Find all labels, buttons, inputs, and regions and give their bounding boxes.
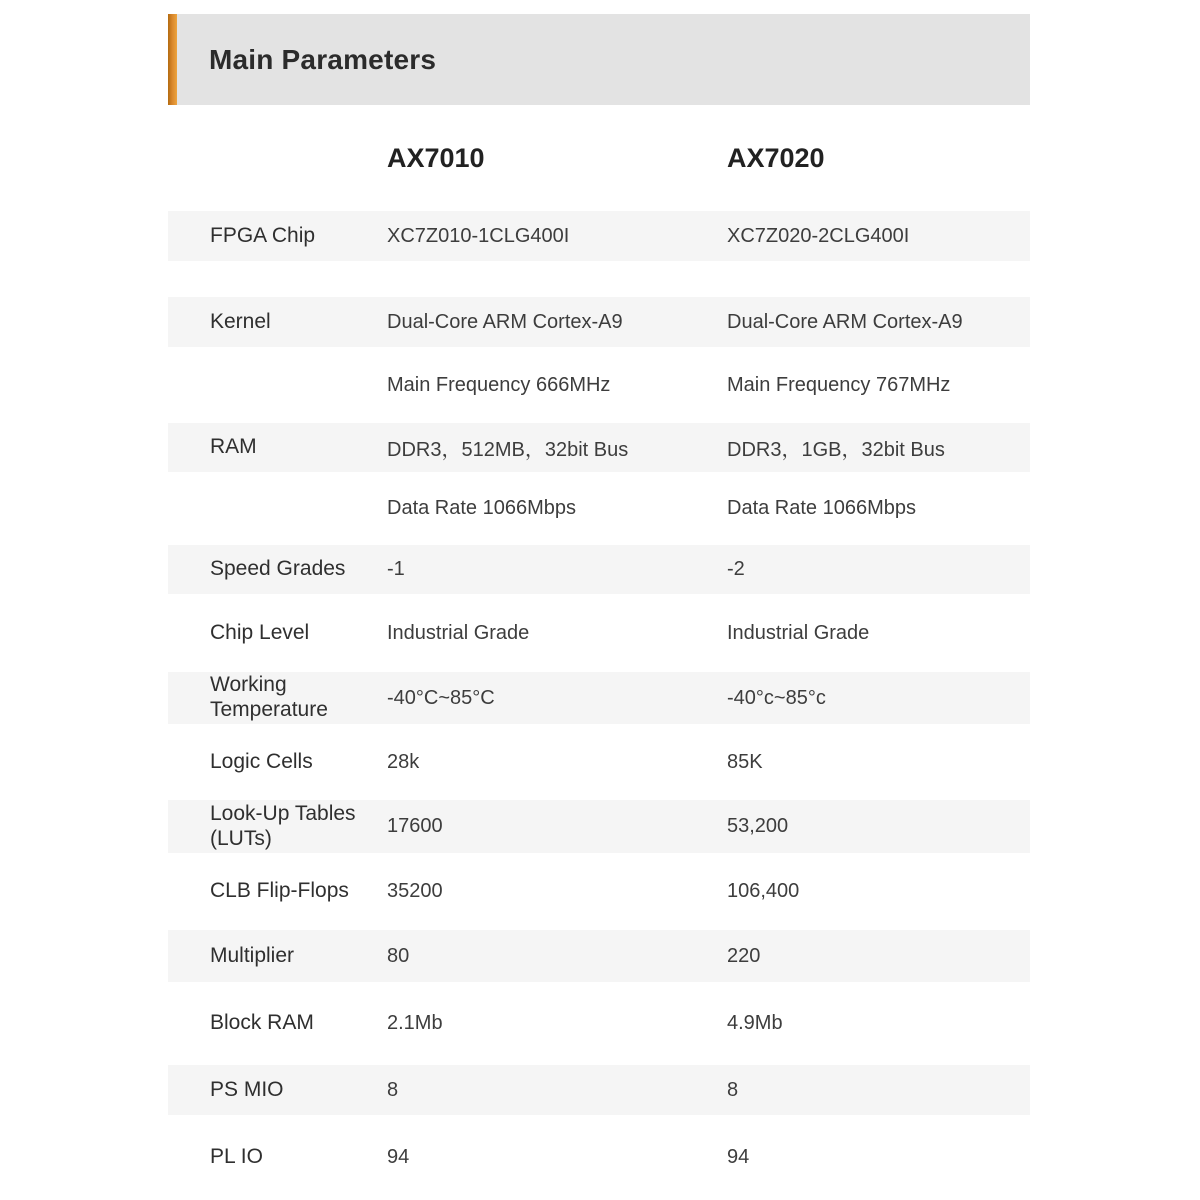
cell-ax7010: DDR3，512MB，32bit Bus [387, 439, 629, 461]
table-row-ram [168, 423, 1030, 472]
row-label: Chip Level [210, 620, 310, 644]
cell-ax7020: 106,400 [727, 880, 800, 902]
cell-ax7010: XC7Z010-1CLG400I [387, 224, 570, 247]
cell-ax7020: 85K [727, 750, 763, 773]
cell-ax7020: 220 [727, 944, 761, 967]
row-label: Logic Cells [210, 749, 313, 773]
spec-table [168, 105, 1030, 1200]
table-row-fpga-chip [168, 211, 1030, 261]
cell-ax7010: Main Frequency 666MHz [387, 373, 611, 396]
cell-ax7020: Main Frequency 767MHz [727, 373, 951, 396]
cell-ax7010: 94 [387, 1146, 410, 1168]
cell-ax7020: 53,200 [727, 815, 789, 837]
table-row-clb-flip-flops [168, 853, 1030, 930]
table-row-multiplier [168, 930, 1030, 982]
cell-ax7020: 8 [727, 1078, 739, 1101]
table-row-look-up-tables [168, 800, 1030, 853]
row-label: Kernel [210, 309, 271, 333]
cell-ax7020: Industrial Grade [727, 621, 870, 644]
cell-ax7020: Data Rate 1066Mbps [727, 497, 917, 519]
row-label: RAM [210, 435, 257, 459]
page-title: Main Parameters [209, 43, 437, 75]
cell-ax7010: Dual-Core ARM Cortex-A9 [387, 310, 623, 333]
table-row-data-rate [168, 472, 1030, 545]
row-label: FPGA Chip [210, 223, 316, 247]
row-label: PL IO [210, 1145, 263, 1169]
column-header-row [168, 105, 1030, 211]
row-label: CLB Flip-Flops [210, 879, 349, 903]
cell-ax7020: -2 [727, 558, 745, 580]
table-row-chip-level [168, 594, 1030, 672]
cell-ax7010: 28k [387, 750, 420, 773]
row-label: Working Temperature [210, 673, 328, 721]
cell-ax7020: -40°c~85°c [727, 686, 826, 709]
row-label: PS MIO [210, 1077, 284, 1101]
cell-ax7010: 80 [387, 944, 410, 967]
table-row-working-temperature [168, 672, 1030, 724]
cell-ax7020: DDR3，1GB，32bit Bus [727, 439, 945, 461]
cell-ax7010: 17600 [387, 815, 443, 837]
cell-ax7010: 8 [387, 1078, 399, 1101]
table-row-main-frequency [168, 347, 1030, 423]
cell-ax7020: XC7Z020-2CLG400I [727, 224, 910, 247]
cell-ax7020: 4.9Mb [727, 1012, 783, 1034]
table-row-speed-grades [168, 545, 1030, 594]
accent-bar [168, 14, 177, 105]
cell-ax7020: 94 [727, 1146, 750, 1168]
column-header-ax7010: AX7010 [387, 142, 485, 173]
cell-ax7020: Dual-Core ARM Cortex-A9 [727, 310, 963, 333]
cell-ax7010: Industrial Grade [387, 621, 530, 644]
row-label: Block RAM [210, 1011, 314, 1035]
table-row-block-ram [168, 982, 1030, 1065]
cell-ax7010: 35200 [387, 880, 443, 902]
column-header-ax7020: AX7020 [727, 142, 825, 173]
cell-ax7010: 2.1Mb [387, 1012, 443, 1034]
section-header [168, 14, 1030, 105]
table-row-ps-mio [168, 1065, 1030, 1115]
table-row-pl-io [168, 1115, 1030, 1200]
row-label: Look-Up Tables (LUTs) [210, 801, 356, 850]
row-label: Speed Grades [210, 557, 346, 581]
cell-ax7010: -40°C~85°C [387, 686, 495, 709]
table-row-kernel [168, 297, 1030, 347]
row-label: Multiplier [210, 943, 295, 967]
table-row-spacer [168, 261, 1030, 297]
cell-ax7010: -1 [387, 558, 405, 580]
table-row-logic-cells [168, 724, 1030, 800]
cell-ax7010: Data Rate 1066Mbps [387, 497, 577, 519]
